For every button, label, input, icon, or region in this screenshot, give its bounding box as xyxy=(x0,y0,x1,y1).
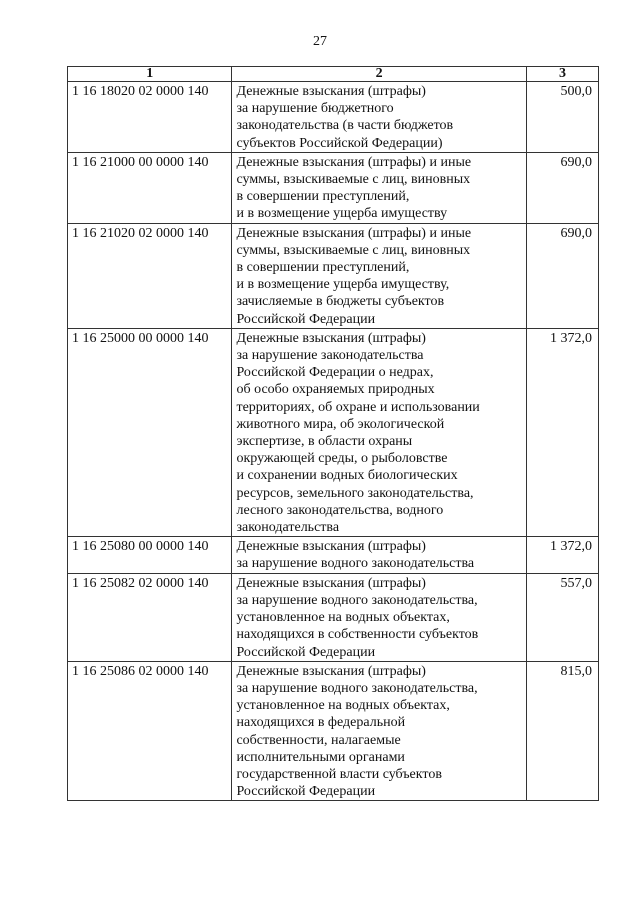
amount-cell: 1 372,0 xyxy=(526,537,598,573)
table-header-row xyxy=(68,67,599,82)
budget-code-cell: 1 16 25086 02 0000 140 xyxy=(68,661,232,801)
column-header-2: 2 xyxy=(232,67,526,82)
table-row xyxy=(68,223,599,328)
description-cell: Денежные взыскания (штрафы) за нарушение законодательства Российской Федерации о недрах, об особо охраняемых природных территориях, об охране и использовании животного мира, об экологической экспертизе, в области охраны окружающей среды, о рыболовстве и сохранении водных биологических ресурсов, земельного законодательства, лесного законодательства, водного законодательства xyxy=(232,328,526,536)
description-cell: Денежные взыскания (штрафы) и иные суммы, взыскиваемые с лиц, виновных в совершении преступлений, и в возмещение ущерба имуществу, зачисляемые в бюджеты субъектов Российской Федерации xyxy=(232,223,526,328)
description-cell: Денежные взыскания (штрафы) за нарушение водного законодательства xyxy=(232,537,526,573)
budget-code-cell: 1 16 25000 00 0000 140 xyxy=(68,328,232,536)
amount-cell: 1 372,0 xyxy=(526,328,598,536)
budget-code-cell: 1 16 21000 00 0000 140 xyxy=(68,152,232,223)
description-cell: Денежные взыскания (штрафы) за нарушение водного законодательства, установленное на водных объектах, находящихся в федеральной собственности, налагаемые исполнительными органами государственной власти субъектов Российской Федерации xyxy=(232,661,526,801)
column-header-1: 1 xyxy=(68,67,232,82)
description-cell: Денежные взыскания (штрафы) за нарушение бюджетного законодательства (в части бюджетов субъектов Российской Федерации) xyxy=(232,82,526,153)
table-row xyxy=(68,661,599,801)
page-number: 27 xyxy=(313,34,327,49)
table-row xyxy=(68,537,599,573)
description-cell: Денежные взыскания (штрафы) за нарушение водного законодательства, установленное на водных объектах, находящихся в собственности субъектов Российской Федерации xyxy=(232,573,526,661)
revenue-table xyxy=(67,66,599,801)
amount-cell: 557,0 xyxy=(526,573,598,661)
table-row xyxy=(68,82,599,153)
table-row xyxy=(68,152,599,223)
budget-code-cell: 1 16 25082 02 0000 140 xyxy=(68,573,232,661)
amount-cell: 500,0 xyxy=(526,82,598,153)
budget-code-cell: 1 16 18020 02 0000 140 xyxy=(68,82,232,153)
table-row xyxy=(68,573,599,661)
amount-cell: 815,0 xyxy=(526,661,598,801)
amount-cell: 690,0 xyxy=(526,152,598,223)
budget-code-cell: 1 16 21020 02 0000 140 xyxy=(68,223,232,328)
description-cell: Денежные взыскания (штрафы) и иные суммы, взыскиваемые с лиц, виновных в совершении преступлений, и в возмещение ущерба имуществу xyxy=(232,152,526,223)
budget-code-cell: 1 16 25080 00 0000 140 xyxy=(68,537,232,573)
table-row xyxy=(68,328,599,536)
amount-cell: 690,0 xyxy=(526,223,598,328)
column-header-3: 3 xyxy=(526,67,598,82)
